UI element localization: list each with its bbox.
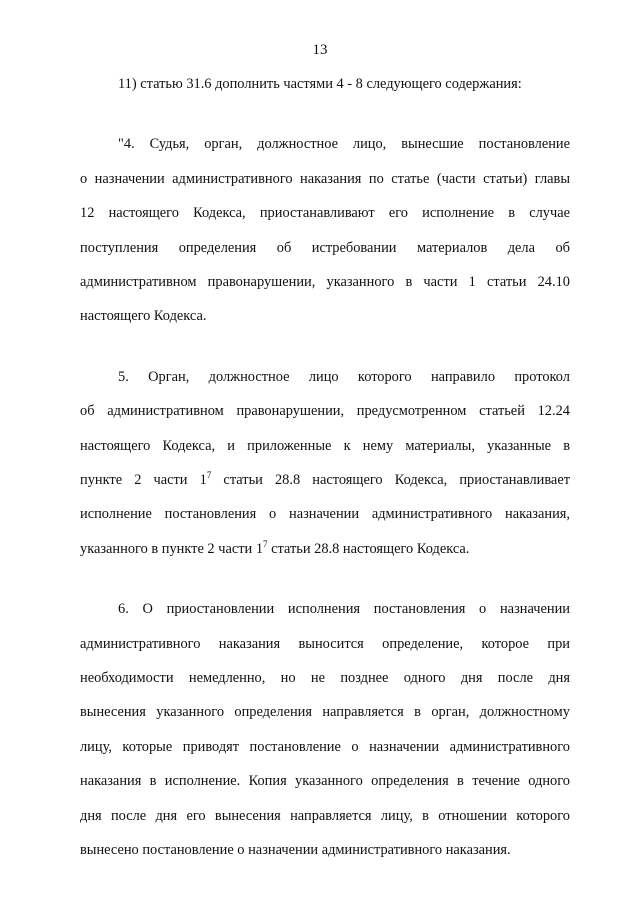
text-line: исполнение постановления о назначении административного наказания, (80, 506, 570, 523)
text-line: "4. Судья, орган, должностное лицо, вынесшие постановление (118, 136, 570, 153)
text-line (80, 471, 570, 489)
page-number: 13 (312, 42, 328, 58)
text-segment: пункте 2 части 1 (80, 472, 207, 488)
text-line: 12 настоящего Кодекса, приостанавливают его исполнение в случае (80, 205, 570, 222)
text-line: административного наказания выносится определение, которое при (80, 635, 570, 652)
text-line: лицу, которые приводят постановление о назначении административного (80, 738, 570, 755)
text-line: об административном правонарушении, предусмотренном статьей 12.24 (80, 403, 570, 420)
text-segment: статьи 28.8 настоящего Кодекса. (267, 540, 470, 557)
text-line: 11) статью 31.6 дополнить частями 4 - 8 следующего содержания: (118, 76, 522, 92)
text-line: поступления определения об истребовании материалов дела об (80, 239, 570, 256)
text-line: о назначении административного наказания по статье (части статьи) главы (80, 170, 570, 187)
text-line: вынесения указанного определения направляется в орган, должностному (80, 704, 570, 721)
text-line: административном правонарушении, указанного в части 1 статьи 24.10 (80, 274, 570, 290)
superscript-index: 7 (206, 470, 212, 480)
text-line: наказания в исполнение. Копия указанного определения в течение одного (80, 773, 570, 790)
text-line: 6. О приостановлении исполнения постановления о назначении (118, 601, 570, 618)
superscript-index: 7 (263, 538, 268, 549)
text-line: вынесено постановление о назначении административного наказания. (80, 842, 511, 858)
text-line: необходимости немедленно, но не позднее одного дня после дня (80, 670, 570, 686)
text-line: дня после дня его вынесения направляется лицу, в отношении которого (80, 807, 570, 824)
text-line: настоящего Кодекса, и приложенные к нему материалы, указанные в (80, 437, 570, 454)
text-line: 5. Орган, должностное лицо которого направило протокол (118, 368, 570, 385)
text-line (80, 540, 469, 558)
text-segment: статьи 28.8 настоящего Кодекса, приостанавливает (211, 472, 570, 488)
text-line: настоящего Кодекса. (80, 308, 207, 325)
text-segment: указанного в пункте 2 части 1 (80, 540, 264, 557)
